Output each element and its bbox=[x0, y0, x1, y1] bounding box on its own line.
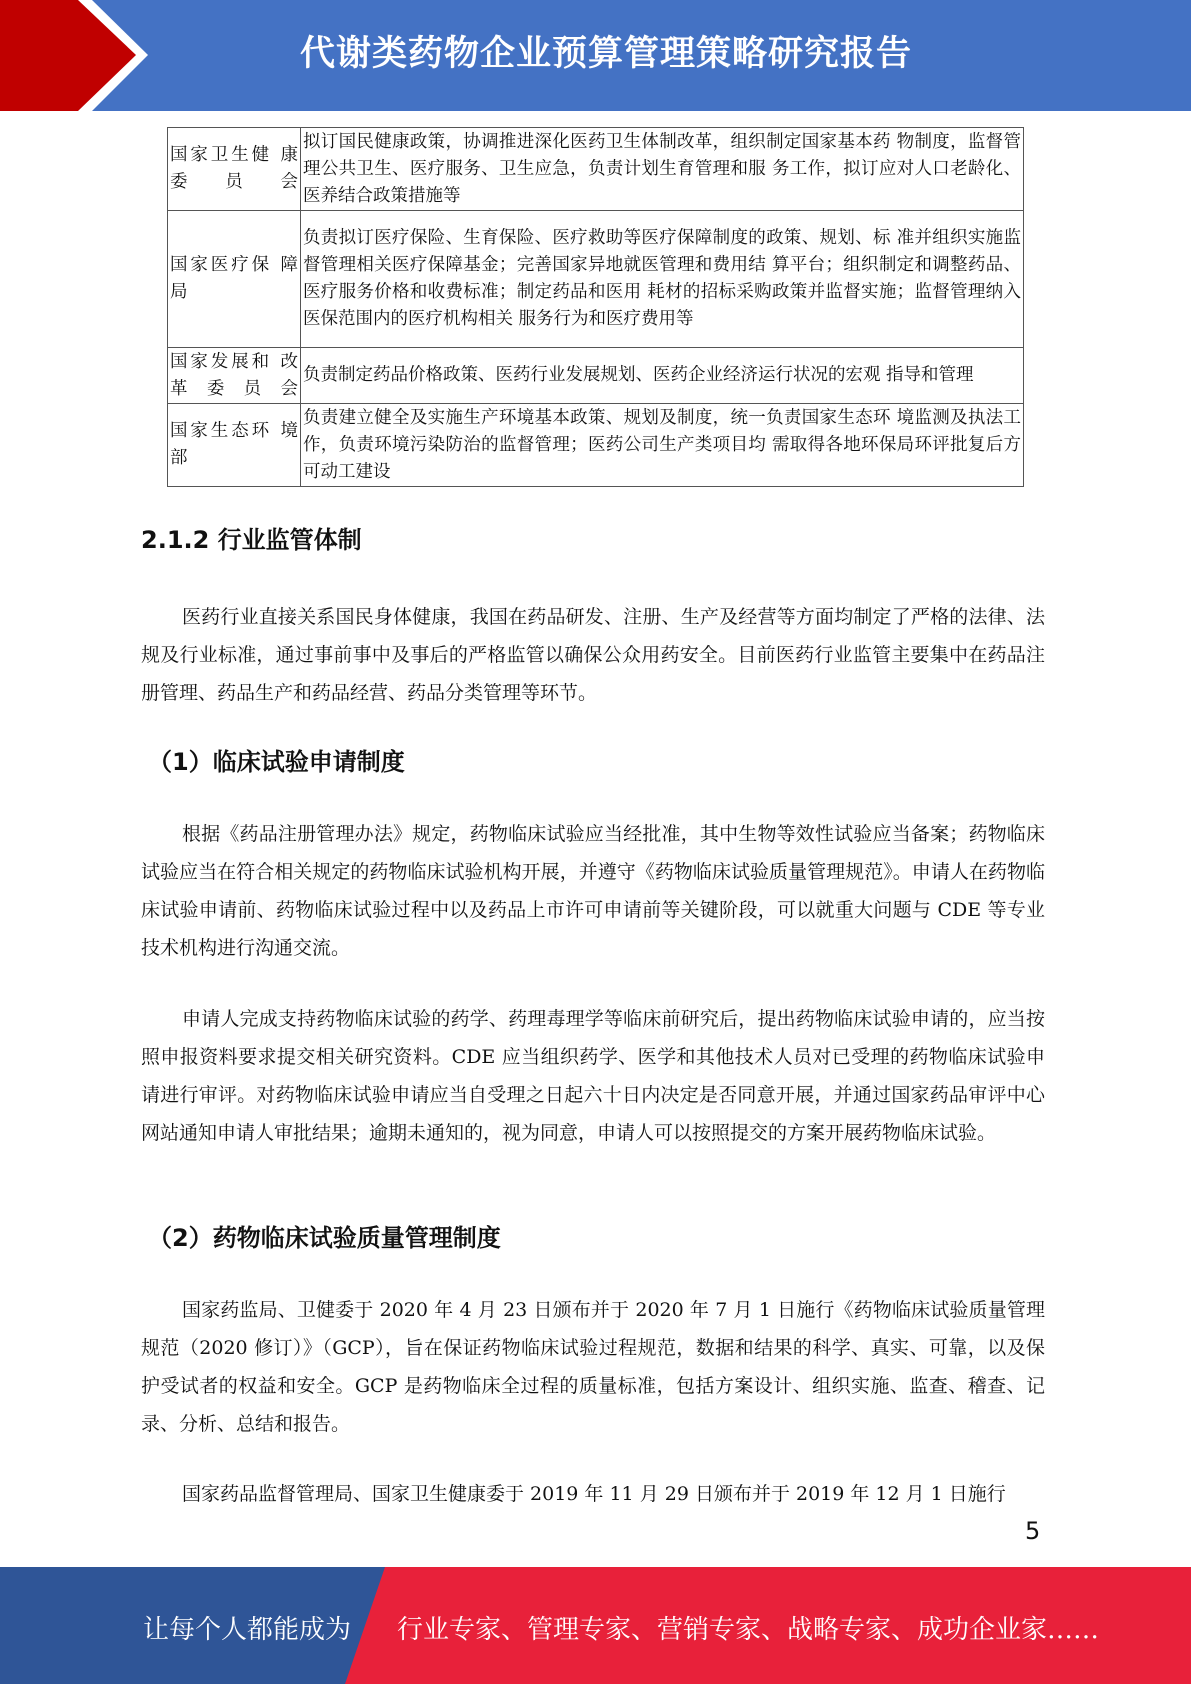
paragraph-4: 国家药监局、卫健委于 2020 年 4 月 23 日颁布并于 2020 年 7 月 1 日施行《药物临床试验质量管理规范（2020 修订）》（GCP），旨在保证药物临床试验过程规范，数据和结果的科学、真实、可靠，以及保护受试者的权益和安全。GCP 是药物临床全过程的质量标准，包括方案设计、组织实施、监查、稽查、记录、分析、总结和报告。 bbox=[141, 1299, 1045, 1435]
org-cell: 国家生态环 境部 bbox=[168, 404, 301, 487]
subheading-1: （1）临床试验申请制度 bbox=[148, 748, 405, 776]
page-footer bbox=[0, 1567, 1191, 1684]
paragraph-3: 申请人完成支持药物临床试验的药学、药理毒理学等临床前研究后，提出药物临床试验申请的，应当按照申报资料要求提交相关研究资料。CDE 应当组织药学、医学和其他技术人员对已受理的药物临床试验申请进行审评。对药物临床试验申请应当自受理之日起六十日内决定是否同意开展，并通过国家药品审评中心网站通知申请人审批结果；逾期未通知的，视为同意，申请人可以按照提交的方案开展药物临床试验。 bbox=[141, 1008, 1045, 1144]
report-title: 代谢类药物企业预算管理策略研究报告 bbox=[300, 34, 913, 74]
table-row bbox=[168, 211, 1024, 348]
regulator-table bbox=[167, 127, 1024, 487]
page-number: 5 bbox=[1025, 1517, 1041, 1545]
org-cell: 国家卫生健 康委员会 bbox=[168, 128, 301, 211]
table-row bbox=[168, 348, 1024, 404]
section-heading: 2.1.2 行业监管体制 bbox=[141, 526, 362, 554]
subheading-2: （2）药物临床试验质量管理制度 bbox=[148, 1224, 501, 1252]
org-cell: 国家发展和 改革委员会 bbox=[168, 348, 301, 404]
duty-cell: 负责建立健全及实施生产环境基本政策、规划及制度，统一负责国家生态环 境监测及执法工作，负责环境污染防治的监督管理；医药公司生产类项目均 需取得各地环保局环评批复后方可动工建设 bbox=[301, 404, 1024, 487]
duty-cell: 拟订国民健康政策，协调推进深化医药卫生体制改革，组织制定国家基本药 物制度，监督管理公共卫生、医疗服务、卫生应急，负责计划生育管理和服 务工作，拟订应对人口老龄化、医养结合政策措施等 bbox=[301, 128, 1024, 211]
paragraph-1: 医药行业直接关系国民身体健康，我国在药品研发、注册、生产及经营等方面均制定了严格的法律、法规及行业标准，通过事前事中及事后的严格监管以确保公众用药安全。目前医药行业监管主要集中在药品注册管理、药品生产和药品经营、药品分类管理等环节。 bbox=[141, 606, 1045, 704]
page-header bbox=[0, 0, 1191, 111]
paragraph-5: 国家药品监督管理局、国家卫生健康委于 2019 年 11 月 29 日颁布并于 2019 年 12 月 1 日施行 bbox=[182, 1483, 1006, 1505]
paragraph-2: 根据《药品注册管理办法》规定，药物临床试验应当经批准，其中生物等效性试验应当备案；药物临床试验应当在符合相关规定的药物临床试验机构开展，并遵守《药物临床试验质量管理规范》。申请人在药物临床试验申请前、药物临床试验过程中以及药品上市许可申请前等关键阶段，可以就重大问题与 CDE 等专业技术机构进行沟通交流。 bbox=[141, 823, 1045, 959]
table-row bbox=[168, 404, 1024, 487]
table-row bbox=[168, 128, 1024, 211]
duty-cell: 负责拟订医疗保险、生育保险、医疗救助等医疗保障制度的政策、规划、标 准并组织实施监督管理相关医疗保障基金；完善国家异地就医管理和费用结 算平台；组织制定和调整药品、医疗服务价格和收费标准；制定药品和医用 耗材的招标采购政策并监督实施；监督管理纳入医保范围内的医疗机构相关 服务行为和医疗费用等 bbox=[301, 211, 1024, 348]
header-red-chevron bbox=[0, 0, 160, 111]
org-cell: 国家医疗保 障局 bbox=[168, 211, 301, 348]
duty-cell: 负责制定药品价格政策、医药行业发展规划、医药企业经济运行状况的宏观 指导和管理 bbox=[301, 348, 1024, 404]
footer-slogan-left: 让每个人都能成为 bbox=[143, 1615, 352, 1645]
footer-slogan-right: 行业专家、管理专家、营销专家、战略专家、成功企业家…… bbox=[397, 1615, 1100, 1645]
